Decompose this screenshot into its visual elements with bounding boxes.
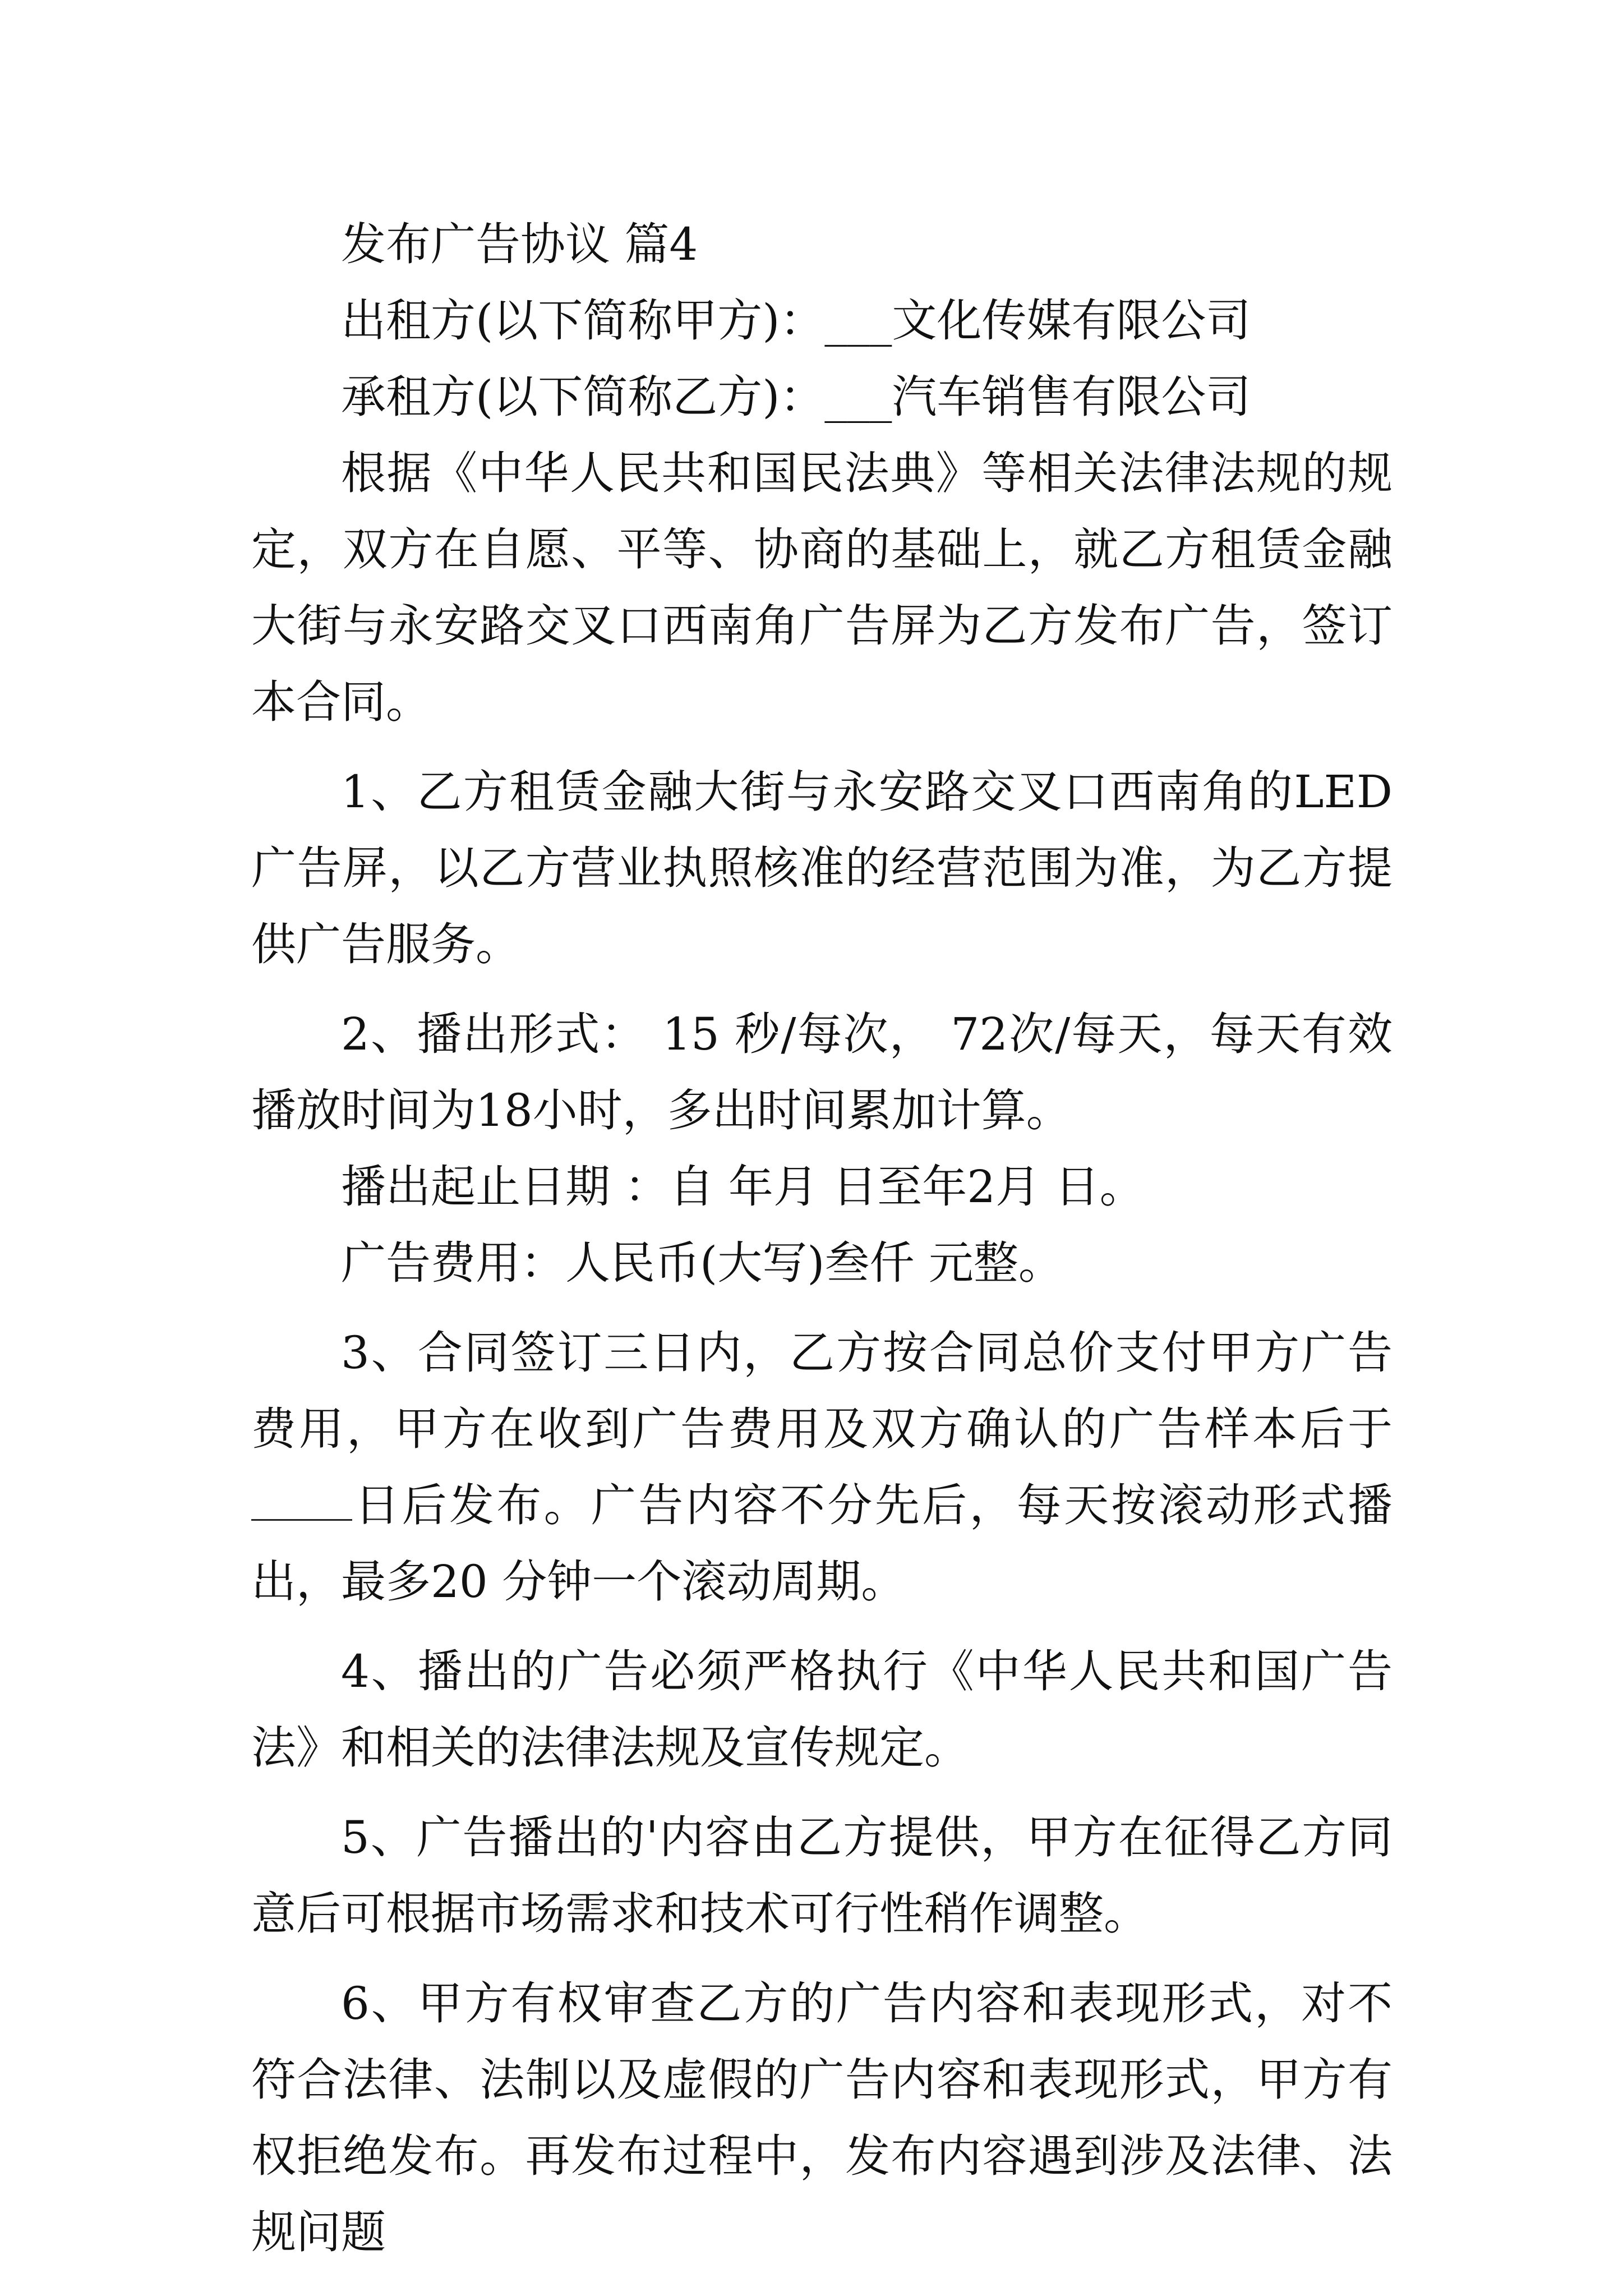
- clause-3-blank: [251, 1480, 352, 1521]
- document-body: [251, 206, 1393, 2271]
- lessor-blank: ___: [824, 295, 892, 347]
- lessor-name: 文化传媒有限公司: [892, 295, 1251, 347]
- clause-3-part-1: 3、合同签订三日内，乙方按合同总价支付甲方广告费用，甲方在收到广告费用及双方确认的广告样本后于: [251, 1327, 1393, 1455]
- lessor-line: [251, 283, 1393, 359]
- lessor-label: 出租方(以下简称甲方)：: [341, 295, 825, 347]
- clause-2: 2、播出形式： 15 秒/每次， 72次/每天，每天有效播放时间为18小时，多出时间累加计算。: [251, 1008, 1393, 1137]
- intro-paragraph: 根据《中华人民共和国民法典》等相关法律法规的规定，双方在自愿、平等、协商的基础上，就乙方租赁金融大街与永安路交叉口西南角广告屏为乙方发布广告，签订本合同。: [251, 447, 1393, 728]
- ad-fee: 广告费用：人民币(大写)叁仟 元整。: [341, 1237, 1063, 1289]
- clause-3: [251, 1315, 1393, 1620]
- clause-6: 6、甲方有权审查乙方的广告内容和表现形式，对不符合法律、法制以及虚假的广告内容和表现形式，甲方有权拒绝发布。再发布过程中，发布内容遇到涉及法律、法规问题: [251, 1977, 1393, 2258]
- lessee-name: 汽车销售有限公司: [892, 371, 1251, 423]
- clause-1: 1、乙方租赁金融大街与永安路交叉口西南角的LED广告屏，以乙方营业执照核准的经营范围为准，为乙方提供广告服务。: [251, 766, 1393, 970]
- lessee-blank: ___: [824, 371, 892, 423]
- lessee-line: [251, 359, 1393, 435]
- lessee-label: 承租方(以下简称乙方)：: [341, 371, 825, 423]
- clause-4: 4、播出的广告必须严格执行《中华人民共和国广告法》和相关的法律法规及宣传规定。: [251, 1645, 1393, 1774]
- clause-3-part-2: 日后发布。广告内容不分先后，每天按滚动形式播出，最多20 分钟一个滚动周期。: [251, 1479, 1393, 1608]
- broadcast-period: 播出起止日期 ：自 年月 日至年2月 日。: [341, 1161, 1145, 1213]
- title-text: 发布广告协议 篇4: [341, 218, 698, 270]
- clause-5: 5、广告播出的'内容由乙方提供，甲方在征得乙方同意后可根据市场需求和技术可行性稍作调整。: [251, 1811, 1393, 1940]
- document-title: [251, 206, 1393, 283]
